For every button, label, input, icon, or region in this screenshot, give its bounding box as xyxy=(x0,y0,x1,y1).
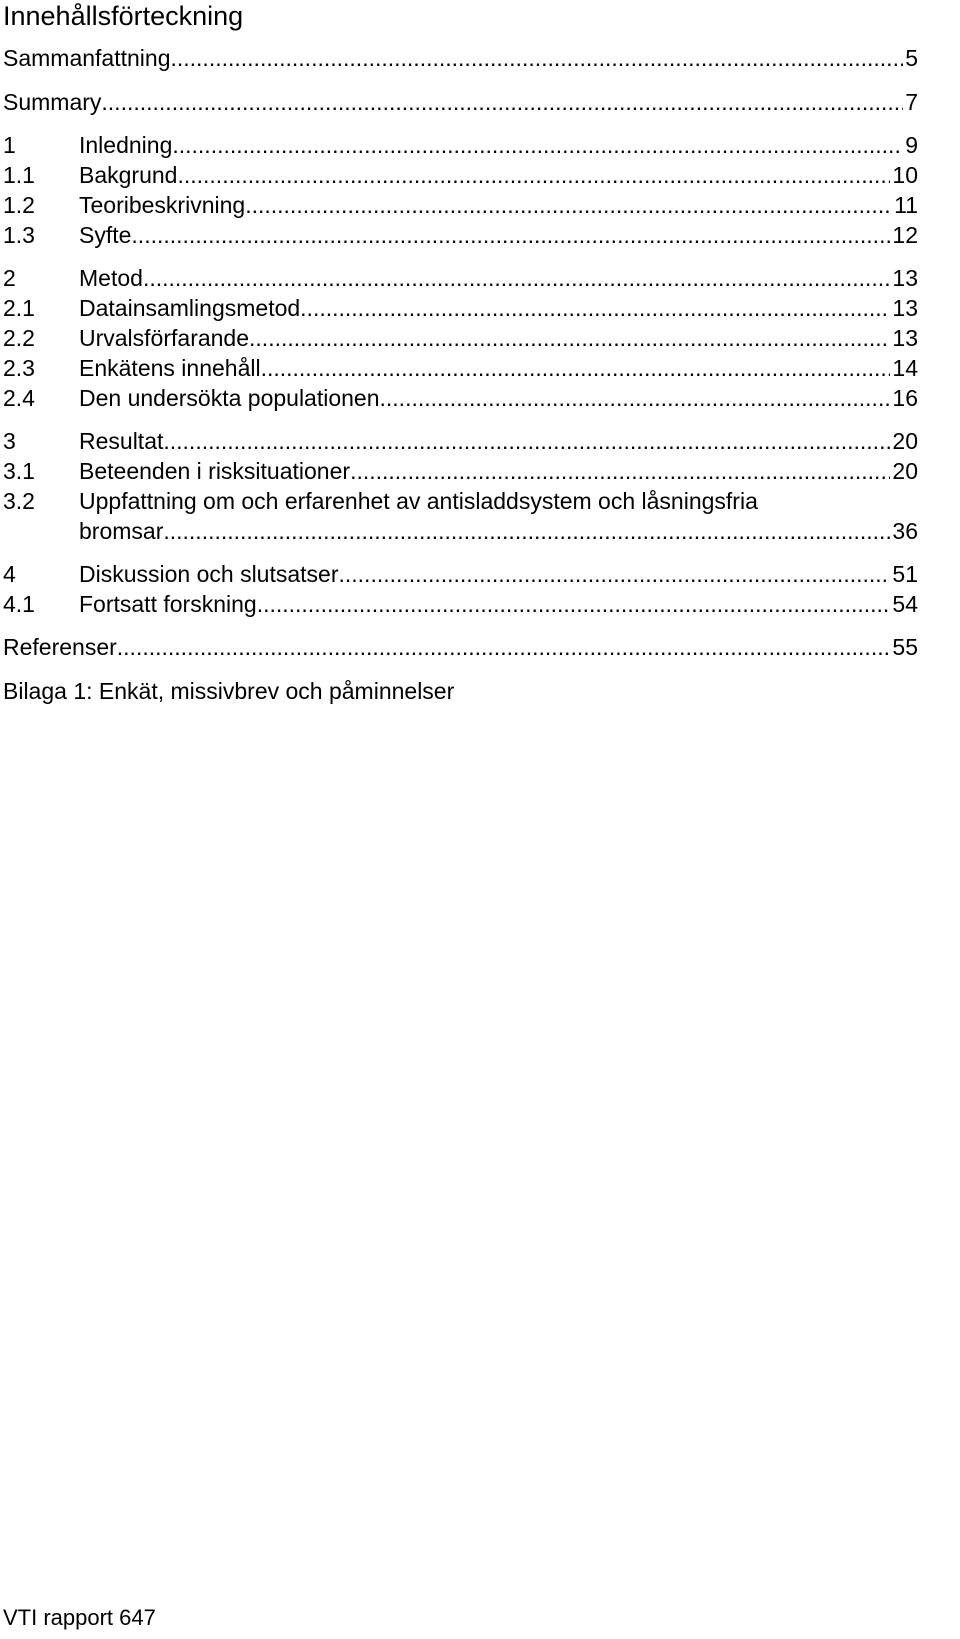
dot-leader xyxy=(131,220,890,250)
dot-leader xyxy=(170,43,903,73)
toc-appendix: Bilaga 1: Enkät, missivbrev och påminnelser xyxy=(3,678,455,704)
toc-entry-number: 2 xyxy=(3,265,16,291)
toc-entry-summary[interactable] xyxy=(3,87,918,117)
toc-entry-label-line1: Uppfattning om och erfarenhet av antisladdsystem och låsningsfria xyxy=(79,488,758,514)
dot-leader xyxy=(163,426,890,456)
toc-entry-2-4[interactable] xyxy=(3,383,918,413)
toc-entry-page: 16 xyxy=(892,385,918,411)
toc-entry-label: Sammanfattning xyxy=(3,45,171,71)
toc-entry-2-2[interactable] xyxy=(3,323,918,353)
toc-entry-page: 13 xyxy=(892,295,918,321)
toc-entry-label: Teoribeskrivning xyxy=(79,192,246,218)
toc-entry-label: Syfte xyxy=(79,222,132,248)
toc-entry-label: Fortsatt forskning xyxy=(79,591,257,617)
toc-entry-number: 4 xyxy=(3,561,16,587)
toc-entry-3-1[interactable] xyxy=(3,456,918,486)
dot-leader xyxy=(177,160,890,190)
report-footer: VTI rapport 647 xyxy=(3,1605,156,1630)
toc-entry-number: 3 xyxy=(3,428,16,454)
toc-entry-page: 9 xyxy=(905,132,918,158)
toc-entry-page: 36 xyxy=(892,518,918,544)
toc-entry-1-3[interactable] xyxy=(3,220,918,250)
toc-entry-3[interactable] xyxy=(3,426,918,456)
toc-entry-page: 13 xyxy=(892,265,918,291)
toc-entry-number: 3.1 xyxy=(3,458,35,484)
toc-entry-page: 54 xyxy=(892,591,918,617)
toc-entry-label: Diskussion och slutsatser xyxy=(79,561,339,587)
dot-leader xyxy=(163,516,890,546)
toc-entry-label: Den undersökta populationen xyxy=(79,385,380,411)
toc-entry-number: 1 xyxy=(3,132,16,158)
toc-entry-number: 2.2 xyxy=(3,325,35,351)
toc-entry-number: 1.3 xyxy=(3,222,35,248)
toc-entry-page: 12 xyxy=(892,222,918,248)
toc-entry-referenser[interactable] xyxy=(3,632,918,662)
dot-leader xyxy=(101,87,903,117)
toc-entry-1-2[interactable] xyxy=(3,190,918,220)
toc-entry-label: Referenser xyxy=(3,634,117,660)
toc-entry-label: Bakgrund xyxy=(79,162,178,188)
toc-entry-label: Urvalsförfarande xyxy=(79,325,250,351)
toc-entry-2-3[interactable] xyxy=(3,353,918,383)
dot-leader xyxy=(339,559,891,589)
dot-leader xyxy=(257,589,891,619)
toc-entry-page: 20 xyxy=(892,428,918,454)
toc-entry-2[interactable] xyxy=(3,263,918,293)
dot-leader xyxy=(172,130,903,160)
toc-entry-1[interactable] xyxy=(3,130,918,160)
toc-entry-label: Metod xyxy=(79,265,143,291)
dot-leader xyxy=(261,353,891,383)
dot-leader xyxy=(249,323,890,353)
dot-leader xyxy=(350,456,890,486)
toc-title: Innehållsförteckning xyxy=(3,1,244,31)
toc-entry-label: Enkätens innehåll xyxy=(79,355,261,381)
toc-entry-label: Beteenden i risksituationer xyxy=(79,458,351,484)
dot-leader xyxy=(380,383,891,413)
toc-entry-number: 2.3 xyxy=(3,355,35,381)
toc-entry-3-2-continued[interactable] xyxy=(3,516,918,546)
toc-entry-4[interactable] xyxy=(3,559,918,589)
toc-entry-page: 20 xyxy=(892,458,918,484)
toc-entry-page: 7 xyxy=(905,89,918,115)
toc-entry-label-line2: bromsar xyxy=(79,518,164,544)
toc-entry-number: 1.2 xyxy=(3,192,35,218)
toc-entry-label: Datainsamlingsmetod xyxy=(79,295,301,321)
toc-entry-2-1[interactable] xyxy=(3,293,918,323)
toc-entry-3-2[interactable] xyxy=(3,486,918,516)
toc-entry-4-1[interactable] xyxy=(3,589,918,619)
toc-entry-number: 3.2 xyxy=(3,488,35,514)
toc-entry-page: 5 xyxy=(905,45,918,71)
toc-entry-label: Inledning xyxy=(79,132,173,158)
dot-leader xyxy=(245,190,892,220)
toc-entry-page: 55 xyxy=(892,634,918,660)
toc-entry-label: Resultat xyxy=(79,428,164,454)
dot-leader xyxy=(117,632,891,662)
toc-entry-number: 1.1 xyxy=(3,162,35,188)
toc-entry-label: Summary xyxy=(3,89,102,115)
toc-entry-1-1[interactable] xyxy=(3,160,918,190)
toc-entry-page: 51 xyxy=(892,561,918,587)
toc-entry-page: 10 xyxy=(892,162,918,188)
toc-entry-page: 13 xyxy=(892,325,918,351)
toc-entry-page: 14 xyxy=(892,355,918,381)
dot-leader xyxy=(143,263,890,293)
dot-leader xyxy=(300,293,890,323)
toc-entry-number: 4.1 xyxy=(3,591,35,617)
toc-entry-sammanfattning[interactable] xyxy=(3,43,918,73)
toc-entry-number: 2.1 xyxy=(3,295,35,321)
toc-entry-page: 11 xyxy=(894,192,918,218)
toc-entry-number: 2.4 xyxy=(3,385,35,411)
